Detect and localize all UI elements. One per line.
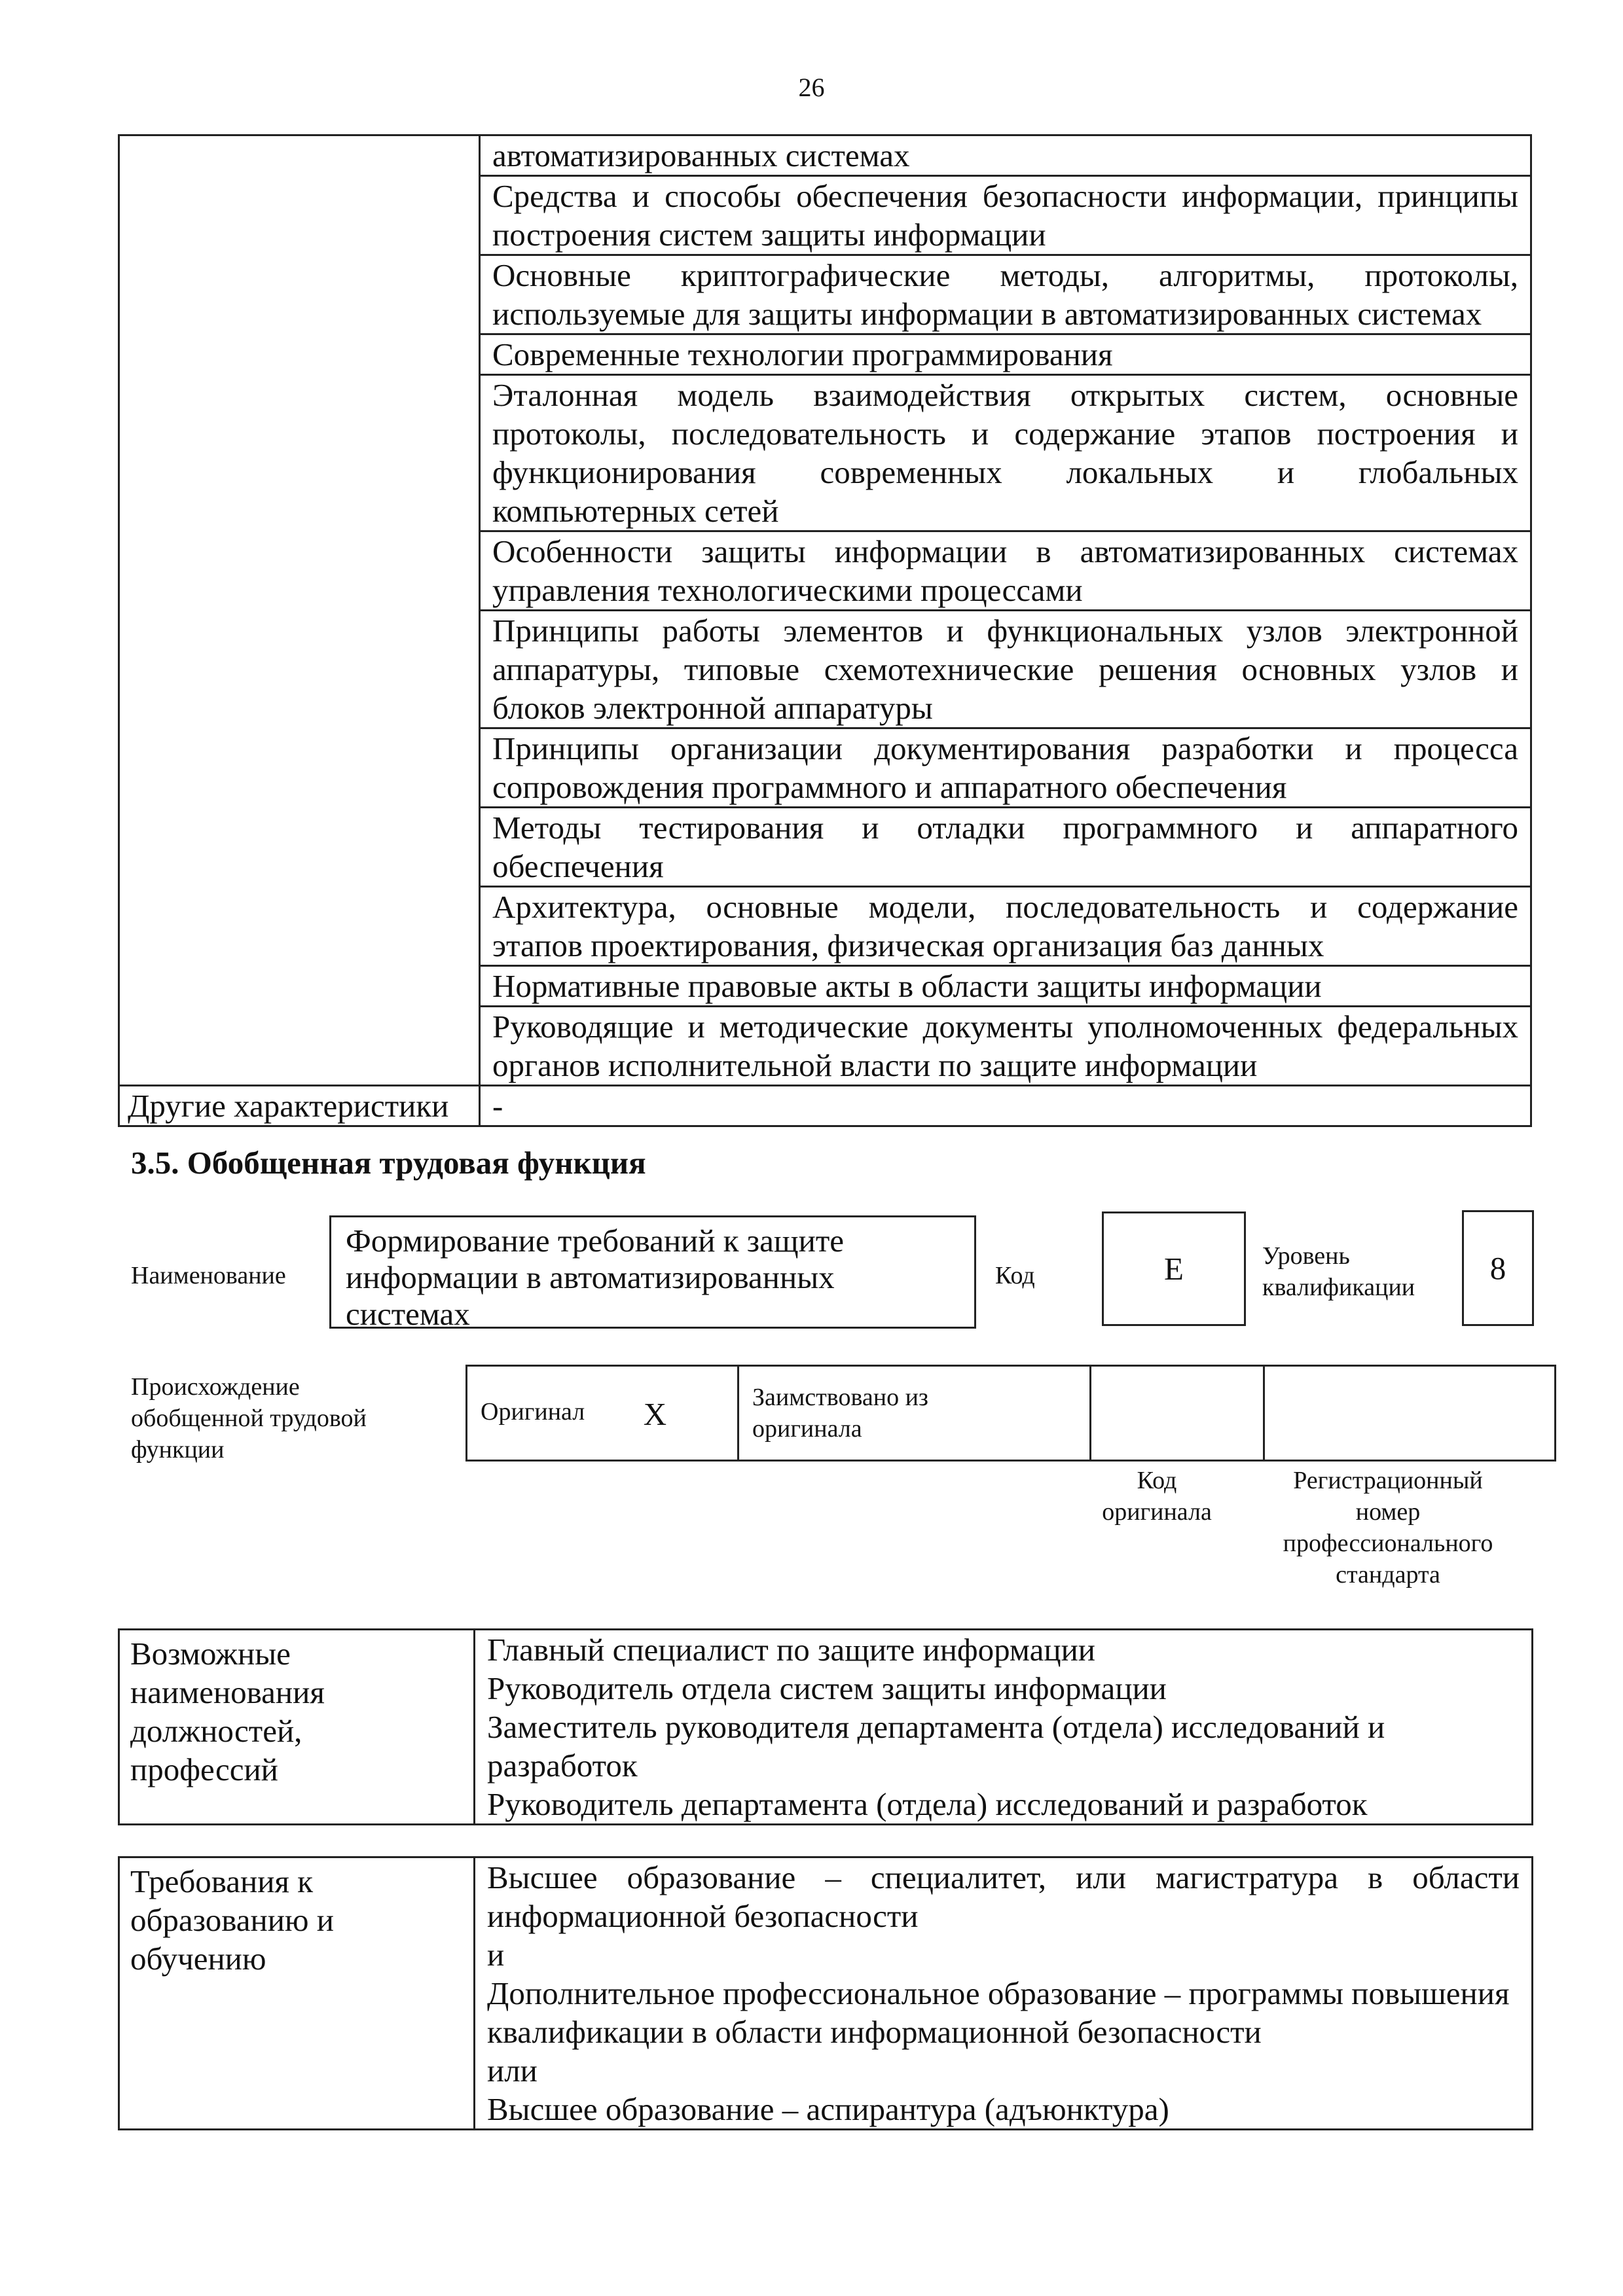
function-name-line: Формирование требований к защите	[346, 1223, 845, 1259]
positions-label-line: наименования	[130, 1674, 325, 1710]
section-title: 3.5. Обобщенная трудовая функция	[131, 1145, 646, 1181]
knowledge-row	[119, 135, 1531, 176]
original-code-cell	[1091, 1366, 1264, 1461]
knowledge-item-line: протоколы, последовательность и содержание этапов построения и	[492, 416, 1518, 452]
knowledge-item-line: Особенности защиты информации в автоматизированных системах	[492, 533, 1518, 569]
caption-line: Код	[1137, 1467, 1177, 1494]
knowledge-item-cell	[480, 135, 1531, 176]
positions-label-line: Возможные	[130, 1636, 291, 1672]
knowledge-item-cell	[480, 808, 1531, 887]
positions-table	[118, 1628, 1533, 1825]
other-characteristics-label: Другие характеристики	[119, 1086, 480, 1126]
borrowed-label-line: оригинала	[752, 1415, 862, 1443]
function-name-line: информации в автоматизированных	[346, 1259, 835, 1295]
registration-number-caption	[1244, 1465, 1532, 1590]
education-line: квалификации в области информационной безопасности	[487, 2014, 1262, 2050]
knowledge-item-line: используемые для защиты информации в автоматизированных системах	[492, 296, 1482, 332]
position-item: Главный специалист по защите информации	[487, 1632, 1096, 1668]
original-cell	[467, 1366, 739, 1461]
code-value-box	[1102, 1211, 1246, 1326]
knowledge-item-line: Нормативные правовые акты в области защиты информации	[492, 968, 1322, 1004]
education-line: информационной безопасности	[487, 1898, 919, 1934]
position-item: Заместитель руководителя департамента (отдела) исследований и	[487, 1709, 1385, 1745]
knowledge-item-cell	[480, 966, 1531, 1007]
positions-label-cell	[119, 1630, 475, 1825]
knowledge-item-line: автоматизированных системах	[492, 137, 910, 173]
knowledge-item-line: компьютерных сетей	[492, 493, 779, 529]
original-code-caption	[1072, 1465, 1242, 1528]
positions-label-line: профессий	[130, 1751, 278, 1787]
function-name-box	[329, 1215, 976, 1332]
positions-label-line: должностей,	[130, 1713, 302, 1749]
qualification-level-label-line: квалификации	[1262, 1274, 1415, 1301]
caption-line: номер	[1355, 1498, 1421, 1526]
function-name-line: системах	[346, 1296, 470, 1332]
knowledge-label-cell	[119, 135, 480, 1086]
knowledge-item-cell	[480, 887, 1531, 966]
origin-label-line: обобщенной трудовой	[131, 1405, 367, 1432]
knowledge-item-line: построения систем защиты информации	[492, 217, 1046, 253]
knowledge-item-cell	[480, 531, 1531, 611]
caption-line: оригинала	[1102, 1498, 1212, 1526]
original-mark: X	[643, 1395, 667, 1432]
knowledge-item-line: аппаратуры, типовые схемотехнические решения основных узлов и	[492, 651, 1518, 687]
knowledge-item-line: Основные криптографические методы, алгоритмы, протоколы,	[492, 257, 1518, 293]
knowledge-item-line: Руководящие и методические документы уполномоченных федеральных	[492, 1009, 1518, 1045]
knowledge-item-line: органов исполнительной власти по защите информации	[492, 1047, 1258, 1083]
qualification-level-label-line: Уровень	[1262, 1242, 1350, 1270]
education-requirements-cell	[475, 1857, 1533, 2130]
original-label: Оригинал	[481, 1398, 585, 1426]
qualification-level-label	[1262, 1240, 1415, 1303]
education-table	[118, 1856, 1533, 2130]
knowledge-item-line: Архитектура, основные модели, последовательность и содержание	[492, 889, 1518, 925]
registration-number-cell	[1264, 1366, 1556, 1461]
borrowed-label-line: Заимствовано из	[752, 1384, 928, 1411]
caption-line: стандарта	[1336, 1561, 1440, 1588]
caption-line: Регистрационный	[1293, 1467, 1483, 1494]
knowledge-table	[118, 134, 1532, 1127]
education-line: и	[487, 1937, 505, 1973]
position-item: разработок	[487, 1748, 638, 1784]
knowledge-item-line: Принципы организации документирования разработки и процесса	[492, 730, 1518, 766]
qualification-level-value: 8	[1489, 1250, 1506, 1286]
origin-label-line: функции	[131, 1436, 225, 1463]
knowledge-item-line: Современные технологии программирования	[492, 336, 1113, 372]
code-label: Код	[995, 1262, 1035, 1289]
position-item: Руководитель отдела систем защиты информации	[487, 1670, 1167, 1706]
other-characteristics-row	[119, 1086, 1531, 1126]
borrowed-cell	[739, 1366, 1091, 1461]
education-line: Высшее образование – специалитет, или магистратура в области	[487, 1859, 1520, 1895]
origin-label	[131, 1371, 367, 1465]
education-line: или	[487, 2053, 538, 2089]
knowledge-item-cell	[480, 375, 1531, 531]
origin-label-line: Происхождение	[131, 1373, 300, 1401]
positions-list-cell	[475, 1630, 1533, 1825]
knowledge-item-cell	[480, 255, 1531, 334]
name-label: Наименование	[131, 1262, 286, 1289]
knowledge-item-line: этапов проектирования, физическая организация баз данных	[492, 927, 1324, 963]
knowledge-item-line: управления технологическими процессами	[492, 572, 1083, 608]
qualification-level-box	[1462, 1210, 1534, 1326]
education-label-line: Требования к	[130, 1863, 314, 1899]
education-label-line: образованию и	[130, 1902, 335, 1938]
knowledge-item-line: Методы тестирования и отладки программного и аппаратного	[492, 810, 1518, 846]
knowledge-item-line: функционирования современных локальных и глобальных	[492, 454, 1518, 490]
knowledge-item-line: Принципы работы элементов и функциональных узлов электронной	[492, 613, 1518, 649]
knowledge-item-cell	[480, 728, 1531, 808]
knowledge-item-line: Эталонная модель взаимодействия открытых систем, основные	[492, 377, 1518, 413]
page-number: 26	[798, 73, 825, 102]
education-label-cell	[119, 1857, 475, 2130]
origin-table	[465, 1365, 1556, 1462]
education-label-line: обучению	[130, 1941, 266, 1977]
position-item: Руководитель департамента (отдела) исследований и разработок	[487, 1786, 1368, 1822]
knowledge-item-line: обеспечения	[492, 848, 664, 884]
code-value: E	[1164, 1251, 1184, 1287]
education-line: Дополнительное профессиональное образование – программы повышения	[487, 1975, 1510, 2011]
knowledge-item-cell	[480, 611, 1531, 728]
knowledge-item-line: сопровождения программного и аппаратного обеспечения	[492, 769, 1287, 805]
knowledge-item-line: Средства и способы обеспечения безопасности информации, принципы	[492, 178, 1518, 214]
knowledge-item-cell	[480, 176, 1531, 255]
other-characteristics-value: -	[480, 1086, 1531, 1126]
knowledge-item-cell	[480, 334, 1531, 375]
knowledge-item-line: блоков электронной аппаратуры	[492, 690, 933, 726]
knowledge-item-cell	[480, 1007, 1531, 1086]
caption-line: профессионального	[1283, 1530, 1493, 1557]
education-line: Высшее образование – аспирантура (адъюнктура)	[487, 2091, 1169, 2127]
